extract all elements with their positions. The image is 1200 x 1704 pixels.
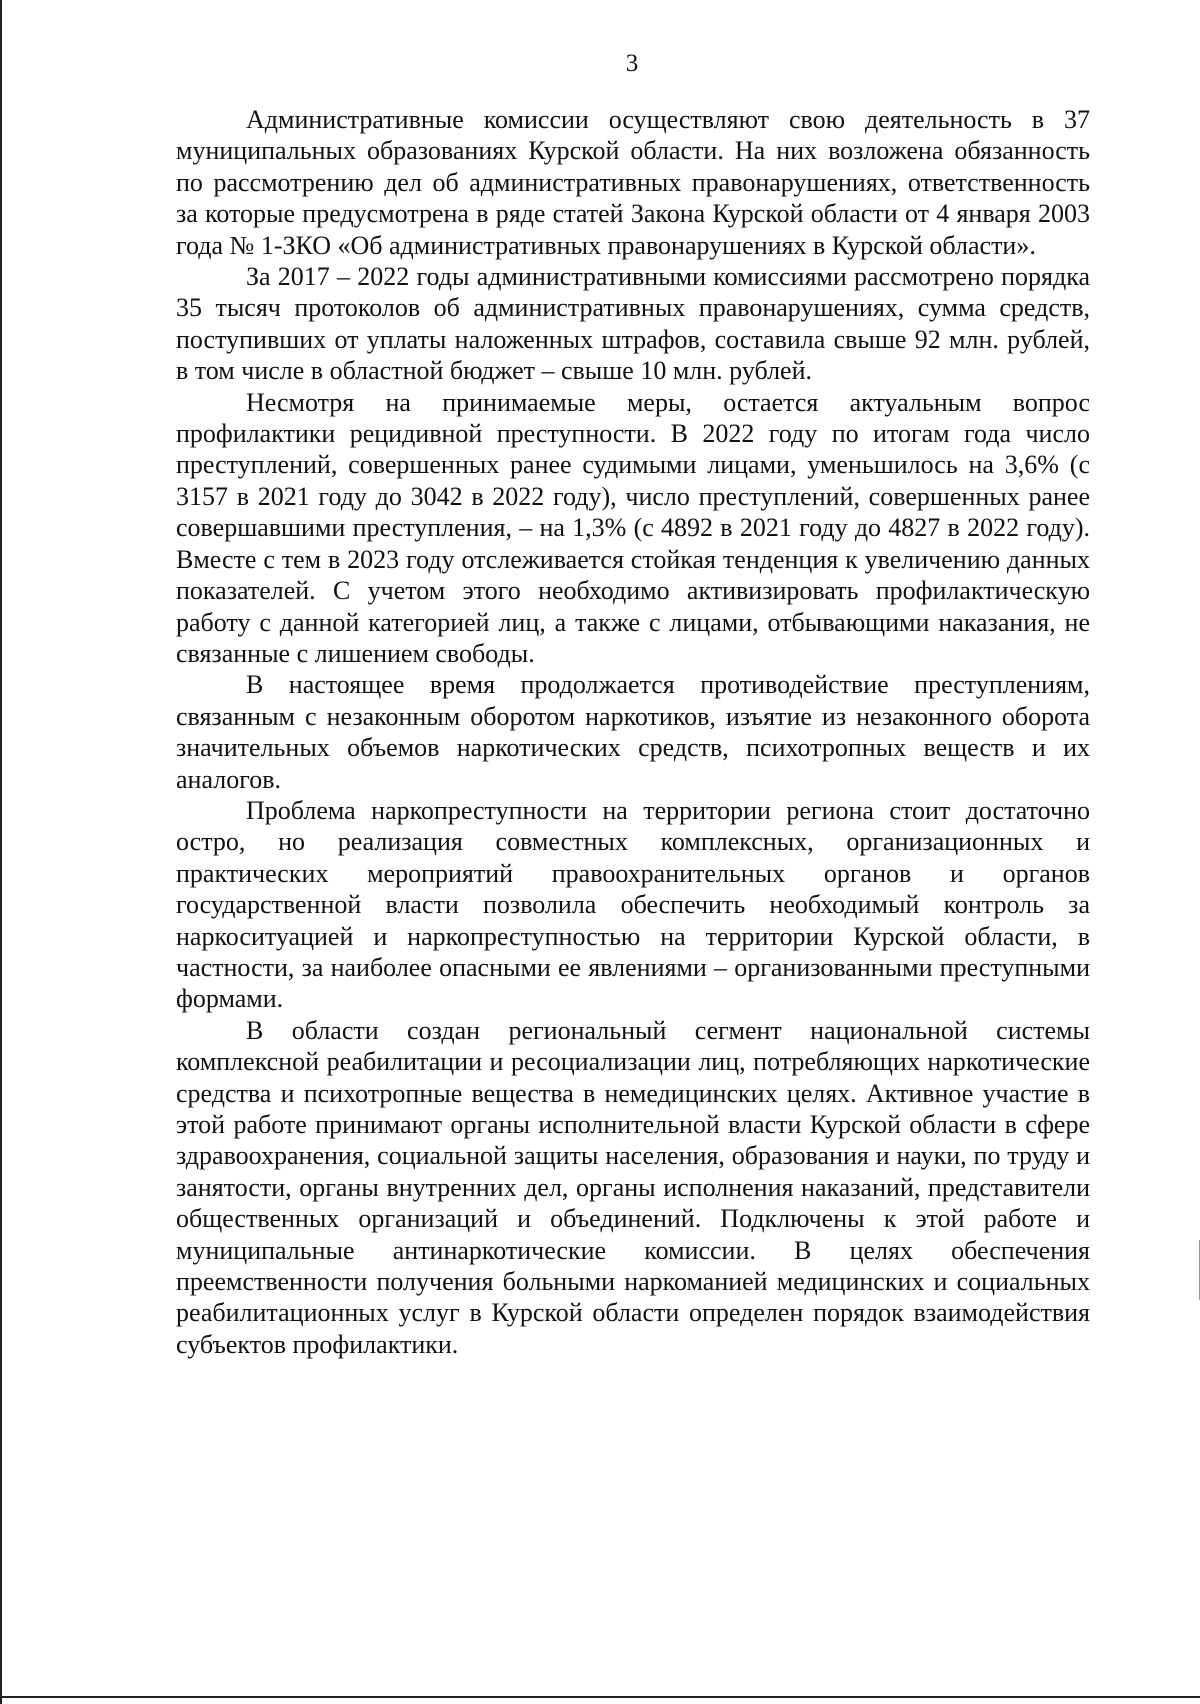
paragraph-drug-crime-problem: Проблема наркопреступности на территории региона стоит достаточно остро, но реализация совместных комплексных, организационных и практических мероприятий правоохранительных органов и органов государственной власти позволила обеспечить необходимый контроль за наркоситуацией и наркопреступностью на территории Курской области, в частности, за наиболее опасными ее явлениями – организованными преступными формами. (176, 795, 1090, 1014)
paragraph-rehabilitation-system: В области создан региональный сегмент национальной системы комплексной реабилитации и ресоциализации лиц, потребляющих наркотические средства и психотропные вещества в немедицинских целях. Активное участие в этой работе принимают органы исполнительной власти Курской области в сфере здравоохранения, социальной защиты населения, образования и науки, по труду и занятости, органы внутренних дел, органы исполнения наказаний, представители общественных организаций и объединений. Подключены к этой работе и муниципальные антинаркотические комиссии. В целях обеспечения преемственности получения больными наркоманией медицинских и социальных реабилитационных услуг в Курской области определен порядок взаимодействия субъектов профилактики. (176, 1015, 1090, 1359)
document-body (176, 104, 1090, 1360)
scan-bottom-edge (0, 1696, 1200, 1698)
paragraph-administrative-commissions: Административные комиссии осуществляют свою деятельность в 37 муниципальных образованиях Курской области. На них возложена обязанность по рассмотрению дел об административных правонарушениях, ответственность за которые предусмотрена в ряде статей Закона Курской области от 4 января 2003 года № 1-ЗКО «Об административных правонарушениях в Курской области». (176, 105, 1090, 260)
page-number: 3 (625, 50, 639, 77)
paragraph-recidivism: Несмотря на принимаемые меры, остается актуальным вопрос профилактики рецидивной преступности. В 2022 году по итогам года число преступлений, совершенных ранее судимыми лицами, уменьшилось на 3,6% (с 3157 в 2021 году до 3042 в 2022 году), число преступлений, совершенных ранее совершавшими преступления, – на 1,3% (с 4892 в 2021 году до 4827 в 2022 году). Вместе с тем в 2023 году отслеживается стойкая тенденция к увеличению данных показателей. С учетом этого необходимо активизировать профилактическую работу с данной категорией лиц, а также с лицами, отбывающими наказания, не связанные с лишением свободы. (176, 387, 1090, 668)
scan-left-edge (0, 0, 2, 1704)
paragraph-protocols-statistics: За 2017 – 2022 годы административными комиссиями рассмотрено порядка 35 тысяч протоколов об административных правонарушениях, сумма средств, поступивших от уплаты наложенных штрафов, составила свыше 92 млн. рублей, в том числе в областной бюджет – свыше 10 млн. рублей. (176, 262, 1090, 386)
paragraph-drug-trafficking: В настоящее время продолжается противодействие преступлениям, связанным с незаконным оборотом наркотиков, изъятие из незаконного оборота значительных объемов наркотических средств, психотропных веществ и их аналогов. (176, 670, 1090, 794)
